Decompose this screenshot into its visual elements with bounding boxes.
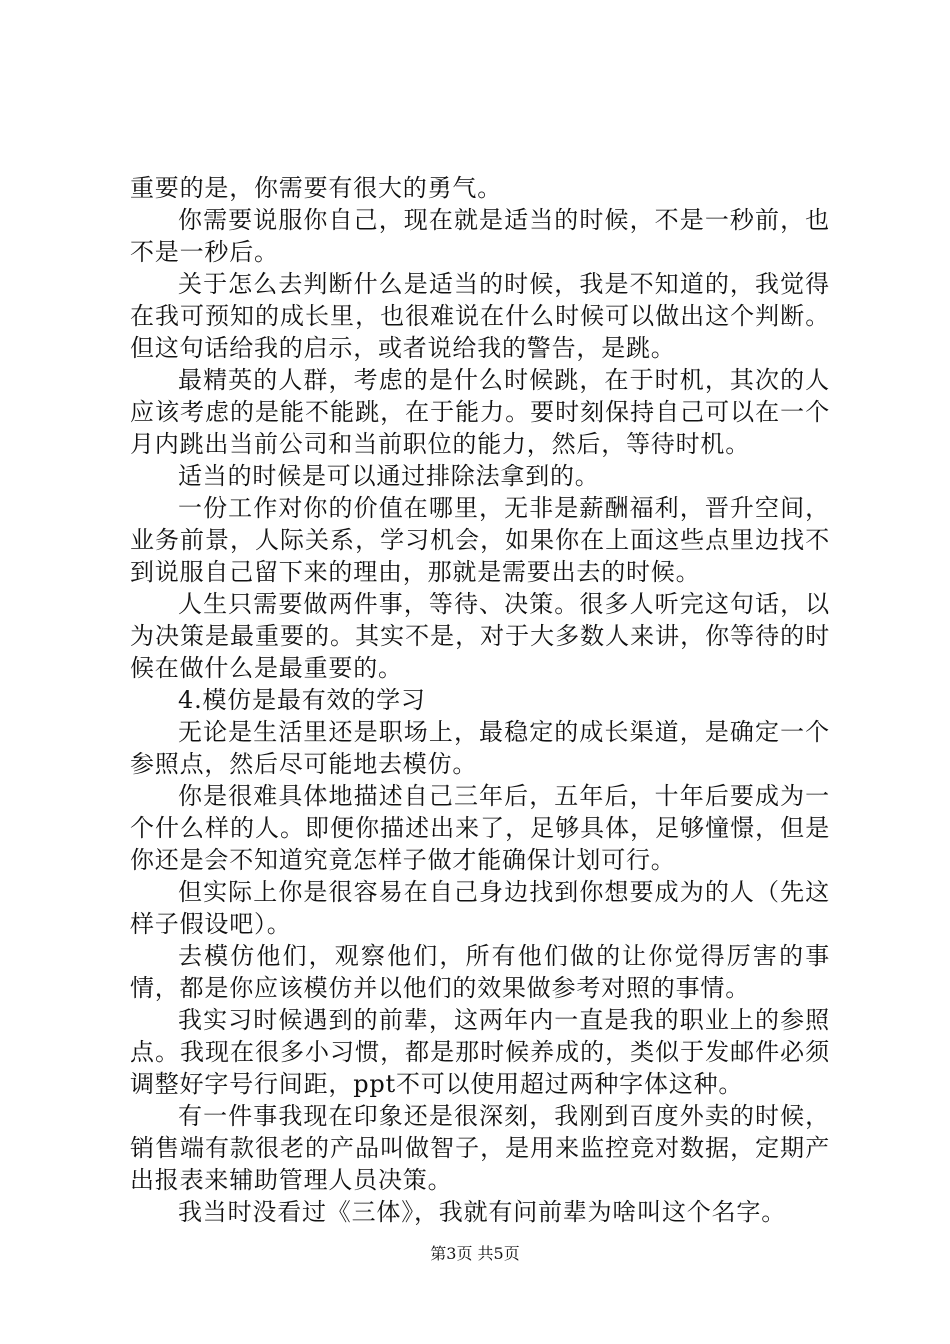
paragraph: 但实际上你是很容易在自己身边找到你想要成为的人（先这样子假设吧）。 — [130, 878, 830, 938]
paragraph: 适当的时候是可以通过排除法拿到的。 — [178, 462, 600, 490]
paragraph: 我当时没看过《三体》，我就有问前辈为啥叫这个名字。 — [178, 1198, 786, 1226]
page-footer: 第3页 共5页 — [430, 1244, 520, 1263]
paragraph: 一份工作对你的价值在哪里，无非是薪酬福利，晋升空间，业务前景，人际关系，学习机会，如果你在上面这些点里边找不到说服自己留下来的理由，那就是需要出去的时候。 — [130, 494, 830, 586]
paragraph: 我实习时候遇到的前辈，这两年内一直是我的职业上的参照点。我现在很多小习惯，都是那时候养成的，类似于发邮件必须调整好字号行间距，ppt不可以使用超过两种字体这种。 — [130, 1006, 830, 1098]
paragraph: 有一件事我现在印象还是很深刻，我刚到百度外卖的时候，销售端有款很老的产品叫做智子，是用来监控竞对数据，定期产出报表来辅助管理人员决策。 — [130, 1102, 830, 1194]
paragraph: 关于怎么去判断什么是适当的时候，我是不知道的，我觉得在我可预知的成长里，也很难说在什么时候可以做出这个判断。但这句话给我的启示，或者说给我的警告，是跳。 — [130, 270, 830, 362]
paragraph: 人生只需要做两件事，等待、决策。很多人听完这句话，以为决策是最重要的。其实不是，对于大多数人来讲，你等待的时候在做什么是最重要的。 — [130, 590, 830, 682]
section-heading: 4.模仿是最有效的学习 — [178, 686, 426, 714]
paragraph: 最精英的人群，考虑的是什么时候跳，在于时机，其次的人应该考虑的是能不能跳，在于能力。要时刻保持自己可以在一个月内跳出当前公司和当前职位的能力，然后，等待时机。 — [130, 366, 830, 458]
paragraph: 去模仿他们，观察他们，所有他们做的让你觉得厉害的事情，都是你应该模仿并以他们的效果做参考对照的事情。 — [130, 942, 830, 1002]
paragraph: 你是很难具体地描述自己三年后，五年后，十年后要成为一个什么样的人。即便你描述出来了，足够具体，足够憧憬，但是你还是会不知道究竟怎样子做才能确保计划可行。 — [130, 782, 830, 874]
document-body — [130, 172, 830, 1228]
paragraph: 重要的是，你需要有很大的勇气。 — [130, 174, 502, 202]
paragraph: 你需要说服你自己，现在就是适当的时候，不是一秒前，也不是一秒后。 — [130, 206, 830, 266]
paragraph: 无论是生活里还是职场上，最稳定的成长渠道，是确定一个参照点，然后尽可能地去模仿。 — [130, 718, 830, 778]
